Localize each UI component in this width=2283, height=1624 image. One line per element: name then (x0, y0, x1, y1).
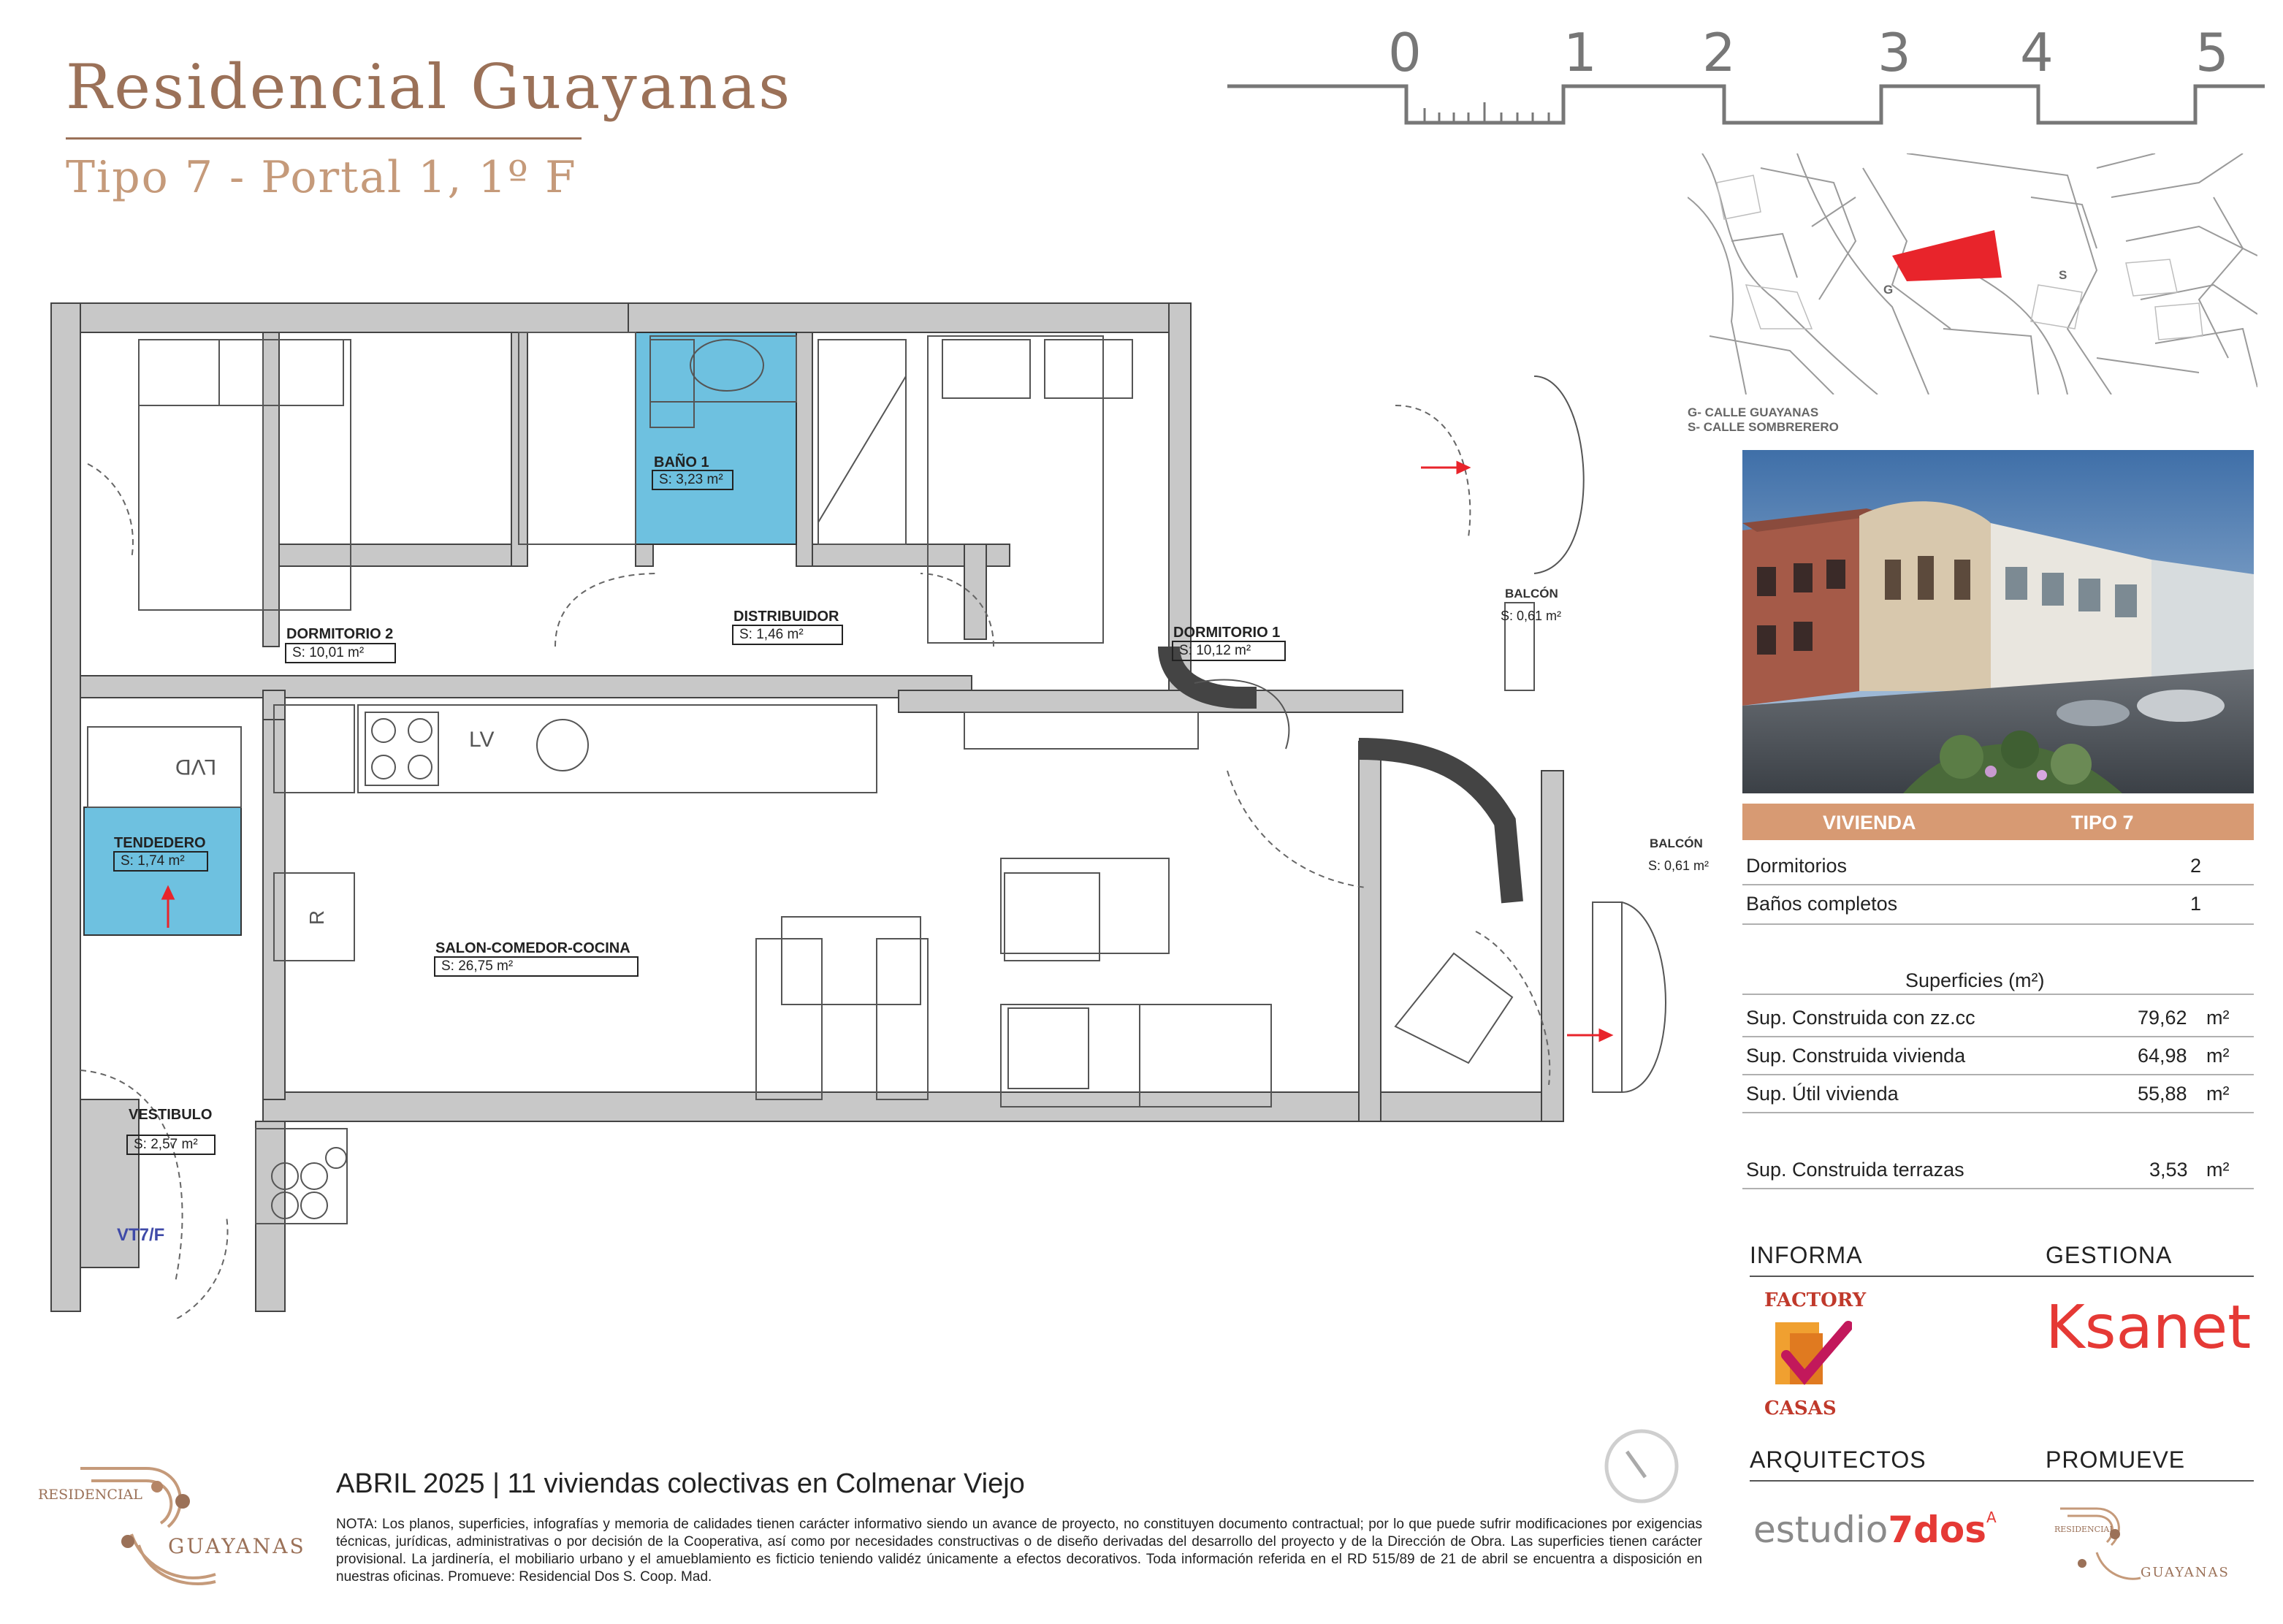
unit-code-label: VT7/F (117, 1225, 165, 1245)
scale-label-4: 4 (2020, 22, 2054, 83)
street-map-graphic (1688, 153, 2257, 394)
estudio7dos-logo (1753, 1509, 1997, 1551)
balcony-top-name: BALCÓN (1505, 587, 1558, 601)
map-legend-guayanas: G- CALLE GUAYANAS (1688, 405, 1819, 419)
footer-headline: ABRIL 2025 | 11 viviendas colectivas en Colmenar Viejo (336, 1468, 1025, 1499)
factory-check-icon (1772, 1319, 1852, 1392)
scale-bar (1227, 15, 2265, 146)
north-compass-icon (1601, 1426, 1682, 1506)
surface-label: Sup. Útil vivienda (1746, 1083, 1899, 1105)
room-dormitorio-1-name: DORMITORIO 1 (1173, 625, 1281, 641)
table-divider (1742, 923, 2254, 925)
balcony-mid-name: BALCÓN (1650, 836, 1703, 850)
surface-value: 55,88 (2138, 1083, 2187, 1105)
row-dormitorios-value: 2 (2190, 855, 2202, 877)
floor-plan (44, 296, 1710, 1319)
room-vestibulo-name: VESTIBULO (129, 1107, 213, 1123)
ksanet-logo: Ksanet (2046, 1293, 2252, 1362)
estudio-logo-part: 7dos (1888, 1509, 1987, 1551)
table-divider (1742, 1036, 2254, 1037)
building-render-image (1742, 450, 2254, 793)
row-banos-label: Baños completos (1746, 893, 1898, 915)
map-marker-s: S (2059, 268, 2067, 282)
bath-highlight (636, 332, 796, 544)
row-banos-value: 1 (2190, 893, 2202, 915)
map-marker-g: G (1883, 283, 1894, 297)
informa-heading: INFORMA (1750, 1242, 1863, 1268)
balcony-top-area: S: 0,61 m² (1501, 609, 1562, 623)
room-dormitorio-1-area: S: 10,12 m² (1172, 641, 1286, 661)
unit-subtitle: Tipo 7 - Portal 1, 1º F (66, 152, 577, 203)
credits-divider (1750, 1276, 2254, 1277)
surface-value: 79,62 (2138, 1007, 2187, 1029)
room-vestibulo-area: S: 2,57 m² (126, 1135, 216, 1155)
surface-label: Sup. Construida con zz.cc (1746, 1007, 1975, 1029)
location-map (1688, 153, 2257, 394)
scale-bar-graphic (1227, 15, 2265, 146)
table-divider (1742, 884, 2254, 885)
map-legend-sombrerero: S- CALLE SOMBRERERO (1688, 420, 1839, 434)
sink-label: LV (469, 728, 495, 752)
gestiona-heading: GESTIONA (2046, 1242, 2173, 1268)
scale-label-2: 2 (1702, 22, 1736, 83)
room-tendedero-area: S: 1,74 m² (113, 851, 208, 872)
footer-guayanas-logo (29, 1450, 321, 1596)
surface-label: Sup. Construida terrazas (1746, 1159, 1964, 1181)
summary-table-header (1742, 804, 2254, 840)
table-divider (1742, 1074, 2254, 1075)
scale-label-0: 0 (1388, 22, 1422, 83)
promueve-heading: PROMUEVE (2046, 1446, 2186, 1473)
scale-label-1: 1 (1563, 22, 1597, 83)
promueve-guayanas-logo (2046, 1494, 2250, 1596)
promueve-logo-top: RESIDENCIAL (2054, 1525, 2115, 1534)
guayanas-mark-icon (2046, 1494, 2148, 1596)
surface-unit: m² (2206, 1159, 2230, 1181)
table-divider (1742, 994, 2254, 995)
surface-label: Sup. Construida vivienda (1746, 1045, 1966, 1067)
room-salon-area: S: 26,75 m² (434, 956, 639, 977)
room-salon-name: SALON-COMEDOR-COCINA (435, 940, 630, 956)
factory-casas-logo (1750, 1289, 1867, 1421)
footer-logo-bottom: GUAYANAS (168, 1534, 306, 1558)
project-title: Residencial Guayanas (66, 51, 793, 123)
surface-value: 64,98 (2138, 1045, 2187, 1067)
factory-logo-text-bottom: CASAS (1764, 1398, 1837, 1419)
room-distribuidor-area: S: 1,46 m² (732, 625, 843, 645)
surface-unit: m² (2206, 1007, 2230, 1029)
factory-logo-text-top: FACTORY (1764, 1289, 1867, 1311)
room-dormitorio-2-area: S: 10,01 m² (285, 643, 396, 663)
washer-dryer-label: LVD (175, 755, 217, 779)
room-bano-1-area: S: 3,23 m² (652, 470, 733, 490)
surface-value: 3,53 (2149, 1159, 2188, 1181)
credits-divider (1750, 1480, 2254, 1482)
table-divider (1742, 1112, 2254, 1113)
footer-logo-top: RESIDENCIAL (38, 1487, 142, 1503)
arquitectos-heading: ARQUITECTOS (1750, 1446, 1926, 1473)
room-tendedero-name: TENDEDERO (114, 835, 206, 851)
header-tipo: TIPO 7 (2071, 812, 2134, 834)
scale-label-5: 5 (2195, 22, 2229, 83)
row-dormitorios-label: Dormitorios (1746, 855, 1848, 877)
floor-plan-graphic (44, 296, 1710, 1319)
table-divider (1742, 1188, 2254, 1189)
balcony-mid-area: S: 0,61 m² (1648, 858, 1710, 873)
title-divider (66, 137, 582, 140)
surface-unit: m² (2206, 1045, 2230, 1067)
promueve-logo-bottom: GUAYANAS (2141, 1565, 2230, 1580)
surfaces-title: Superficies (m²) (1905, 969, 2045, 991)
scale-label-3: 3 (1878, 22, 1911, 83)
surface-unit: m² (2206, 1083, 2230, 1105)
estudio-logo-part: A (1986, 1509, 1997, 1526)
plot-highlight (1892, 230, 2002, 281)
estudio-logo-part: estudio (1753, 1509, 1888, 1551)
room-bano-1-name: BAÑO 1 (654, 454, 709, 470)
room-dormitorio-2-name: DORMITORIO 2 (286, 626, 394, 642)
fridge-label: R (305, 910, 329, 926)
room-distribuidor-name: DISTRIBUIDOR (733, 609, 839, 625)
footer-guayanas-mark-icon (58, 1450, 219, 1596)
header-vivienda: VIVIENDA (1823, 812, 1916, 834)
legal-note: NOTA: Los planos, superficies, infografías y memoria de calidades tienen carácter informativo siendo un avance de proyecto, no constituyen documento contractual; por lo que puede sufrir modificaciones por exigencias técnicas, jurídicas, administrativas o por decisión de la Cooperativa, así como por necesidades constructivas o de diseño derivadas del desarrollo del proyecto y de la Dirección de Obra. Las superficies tienen carácter provisional. La jardinería, el mobiliario urbano y el amueblamiento es ficticio teniendo validéz únicamente a efectos decorativos. Toda información referida en el RD 515/89 de 21 de abril se encuentra a disposición en nuestras oficinas. Promueve: Residencial Dos S. Coop. Mad. (336, 1517, 1702, 1585)
